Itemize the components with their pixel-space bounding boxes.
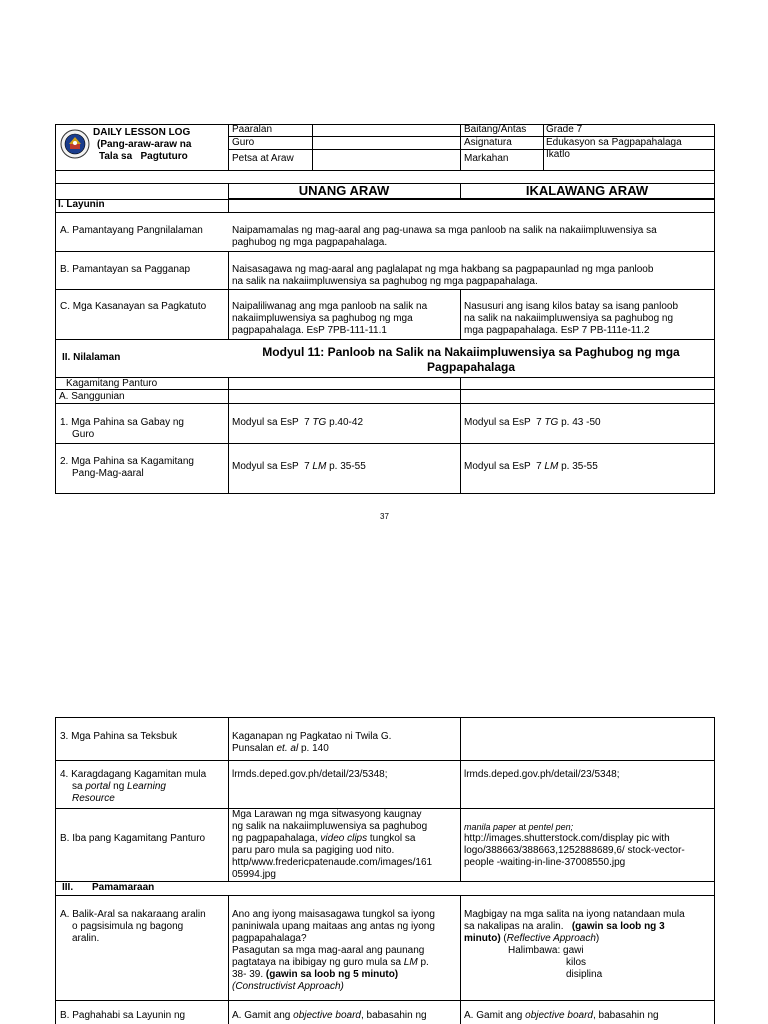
- pamantayan-sa-pagganap-label: B. Pamantayan sa Pagganap: [60, 264, 191, 275]
- markahan-label: Markahan: [464, 153, 509, 164]
- kasanayan-day2-1: Nasusuri ang isang kilos batay sa isang panloob: [464, 301, 679, 312]
- kagamitang-mag-aaral-label-2: Pang-Mag-aaral: [72, 468, 144, 479]
- pamamaraan-num: III.: [62, 882, 74, 893]
- balik-day1-5: pagtataya na ibibigay ng guro mula sa LM p.: [232, 957, 429, 968]
- paghahabi-day2: A. Gamit ang objective board, babasahin ng: [464, 1010, 659, 1021]
- iba-day1-5[interactable]: http/www.fredericpatenaude.com/images/161: [232, 857, 433, 868]
- guro-label: Guro: [232, 137, 255, 148]
- balik-day1-1: Ano ang iyong maisasagawa tungkol sa iyong: [232, 909, 435, 920]
- gabay-day2: Modyul sa EsP 7 TG p. 43 -50: [464, 417, 601, 428]
- kasanayan-day1-3: pagpapahalaga. EsP 7PB-111-11.1: [232, 325, 387, 336]
- pamantayang-pangnilalaman-text-1: Naipamamalas ng mag-aaral ang pag-unawa sa mga panloob na salik na nakaiimpluwensiya sa: [232, 225, 657, 236]
- kagamitang-panturo-label: Kagamitang Panturo: [66, 378, 158, 389]
- karagdagang-label-3: Resource: [72, 793, 115, 804]
- iba-pang-kagamitan-label: B. Iba pang Kagamitang Panturo: [60, 833, 206, 844]
- pamamaraan-heading: Pamamaraan: [92, 882, 155, 893]
- kasanayan-day2-2: na salik na nakaiimpluwensiya sa paghubog ng: [464, 313, 674, 324]
- halimbawa-kilos: kilos: [566, 957, 587, 968]
- gabay-ng-guro-label-2: Guro: [72, 429, 95, 440]
- balik-day1-7: (Constructivist Approach): [232, 981, 344, 992]
- markahan-value: Ikatlo: [546, 149, 570, 160]
- lm-day1: Modyul sa EsP 7 LM p. 35-55: [232, 461, 366, 472]
- iba-day1-2: ng salik na nakaiimpluwensiya sa paghubog: [232, 821, 428, 832]
- balik-day1-4: Pasagutan sa mga mag-aaral ang paunang: [232, 945, 425, 956]
- teksbuk-day1-1: Kaganapan ng Pagkatao ni Twila G.: [232, 731, 392, 742]
- sanggunian-label: A. Sanggunian: [59, 391, 125, 402]
- karagdagang-label-2: sa portal ng Learning: [72, 781, 166, 792]
- kasanayan-day1-2: nakaiimpluwensiya sa paghubog ng mga: [232, 313, 413, 324]
- iba-day2-1: manila paper at pentel pen;: [464, 822, 574, 832]
- page-number: 37: [380, 512, 389, 521]
- balik-day2-3: minuto) (Reflective Approach): [464, 933, 600, 944]
- pamantayan-sa-pagganap-text-2: na salik na nakaiimpluwensiya sa paghubog ng mga pagpapahalaga.: [232, 276, 538, 287]
- petsa-label: Petsa at Araw: [232, 153, 294, 164]
- pamantayan-sa-pagganap-text-1: Naisasagawa ng mag-aaral ang paglalapat ng mga hakbang sa pagpapaunlad ng mga panloob: [232, 264, 654, 275]
- balik-day1-6: 38- 39. (gawin sa loob ng 5 minuto): [232, 969, 399, 980]
- log-subtitle-1: (Pang-araw-araw na: [97, 139, 192, 150]
- karagdagang-day1[interactable]: lrmds.deped.gov.ph/detail/23/5348;: [232, 769, 388, 780]
- pamantayang-pangnilalaman-text-2: paghubog ng mga pagpapahalaga.: [232, 237, 388, 248]
- balik-aral-label-1: A. Balik-Aral sa nakaraang aralin: [60, 909, 206, 920]
- balik-day2-2: sa nakalipas na aralin. (gawin sa loob ng 3: [464, 921, 665, 932]
- pamantayang-pangnilalaman-label: A. Pamantayang Pangnilalaman: [60, 225, 203, 236]
- kagamitang-mag-aaral-label-1: 2. Mga Pahina sa Kagamitang: [60, 456, 194, 467]
- teksbuk-day1-2: Punsalan et. al p. 140: [232, 743, 329, 754]
- kasanayan-label: C. Mga Kasanayan sa Pagkatuto: [60, 301, 207, 312]
- gabay-day1: Modyul sa EsP 7 TG p.40-42: [232, 417, 364, 428]
- iba-day1-3: ng pagpapahalaga, video clips tungkol sa: [232, 833, 416, 844]
- teksbuk-label: 3. Mga Pahina sa Teksbuk: [60, 731, 178, 742]
- asignatura-label: Asignatura: [464, 137, 512, 148]
- balik-day2-1: Magbigay na mga salita na iyong natandaan mula: [464, 909, 685, 920]
- modyul-title-1: Modyul 11: Panloob na Salik na Nakaiimpluwensiya sa Paghubog ng mga: [262, 345, 680, 359]
- balik-day1-2: paniniwala upang maitaas ang antas ng iyong: [232, 921, 435, 932]
- kasanayan-day1-1: Naipaliliwanag ang mga panloob na salik na: [232, 301, 428, 312]
- deped-seal-logo: [60, 129, 90, 159]
- paghahabi-day1: A. Gamit ang objective board, babasahin ng: [232, 1010, 427, 1021]
- layunin-heading: I. Layunin: [58, 199, 105, 210]
- paghahabi-label: B. Paghahabi sa Layunin ng: [60, 1010, 186, 1021]
- iba-day1-4: paru paro mula sa pagiging uod nito.: [232, 845, 395, 856]
- modyul-title-2: Pagpapahalaga: [426, 360, 516, 374]
- iba-day1-6[interactable]: 05994.jpg: [232, 869, 276, 880]
- iba-day2-2[interactable]: http://images.shutterstock.com/display pic with: [464, 833, 670, 844]
- halimbawa-gawi: Halimbawa: gawi: [508, 945, 584, 956]
- iba-day1-1: Mga Larawan ng mga sitwasyong kaugnay: [232, 809, 422, 820]
- asignatura-value: Edukasyon sa Pagpapahalaga: [546, 137, 682, 148]
- iba-day2-4[interactable]: people -waiting-in-line-37008550.jpg: [464, 857, 626, 868]
- karagdagang-label-1: 4. Karagdagang Kagamitan mula: [60, 769, 207, 780]
- day-1-header: UNANG ARAW: [298, 183, 390, 198]
- gabay-ng-guro-label-1: 1. Mga Pahina sa Gabay ng: [60, 417, 184, 428]
- balik-aral-label-2: o pagsisimula ng bagong: [72, 921, 184, 932]
- log-subtitle-2: Tala sa Pagtuturo: [99, 151, 188, 162]
- karagdagang-day2[interactable]: lrmds.deped.gov.ph/detail/23/5348;: [464, 769, 620, 780]
- paaralan-label: Paaralan: [232, 124, 273, 135]
- baitang-value: Grade 7: [546, 124, 583, 135]
- baitang-label: Baitang/Antas: [464, 124, 527, 135]
- lm-day2: Modyul sa EsP 7 LM p. 35-55: [464, 461, 598, 472]
- balik-day1-3: pagpapahalaga?: [232, 933, 307, 944]
- balik-aral-label-3: aralin.: [72, 933, 100, 944]
- log-title: DAILY LESSON LOG: [93, 127, 191, 138]
- iba-day2-3[interactable]: logo/388663/388663,1252888689,6/ stock-vector-: [464, 845, 685, 856]
- halimbawa-disiplina: disiplina: [566, 969, 603, 980]
- nilalaman-heading: II. Nilalaman: [62, 352, 121, 363]
- day-2-header: IKALAWANG ARAW: [525, 183, 649, 198]
- kasanayan-day2-3: mga pagpapahalaga. EsP 7 PB-111e-11.2: [464, 325, 650, 336]
